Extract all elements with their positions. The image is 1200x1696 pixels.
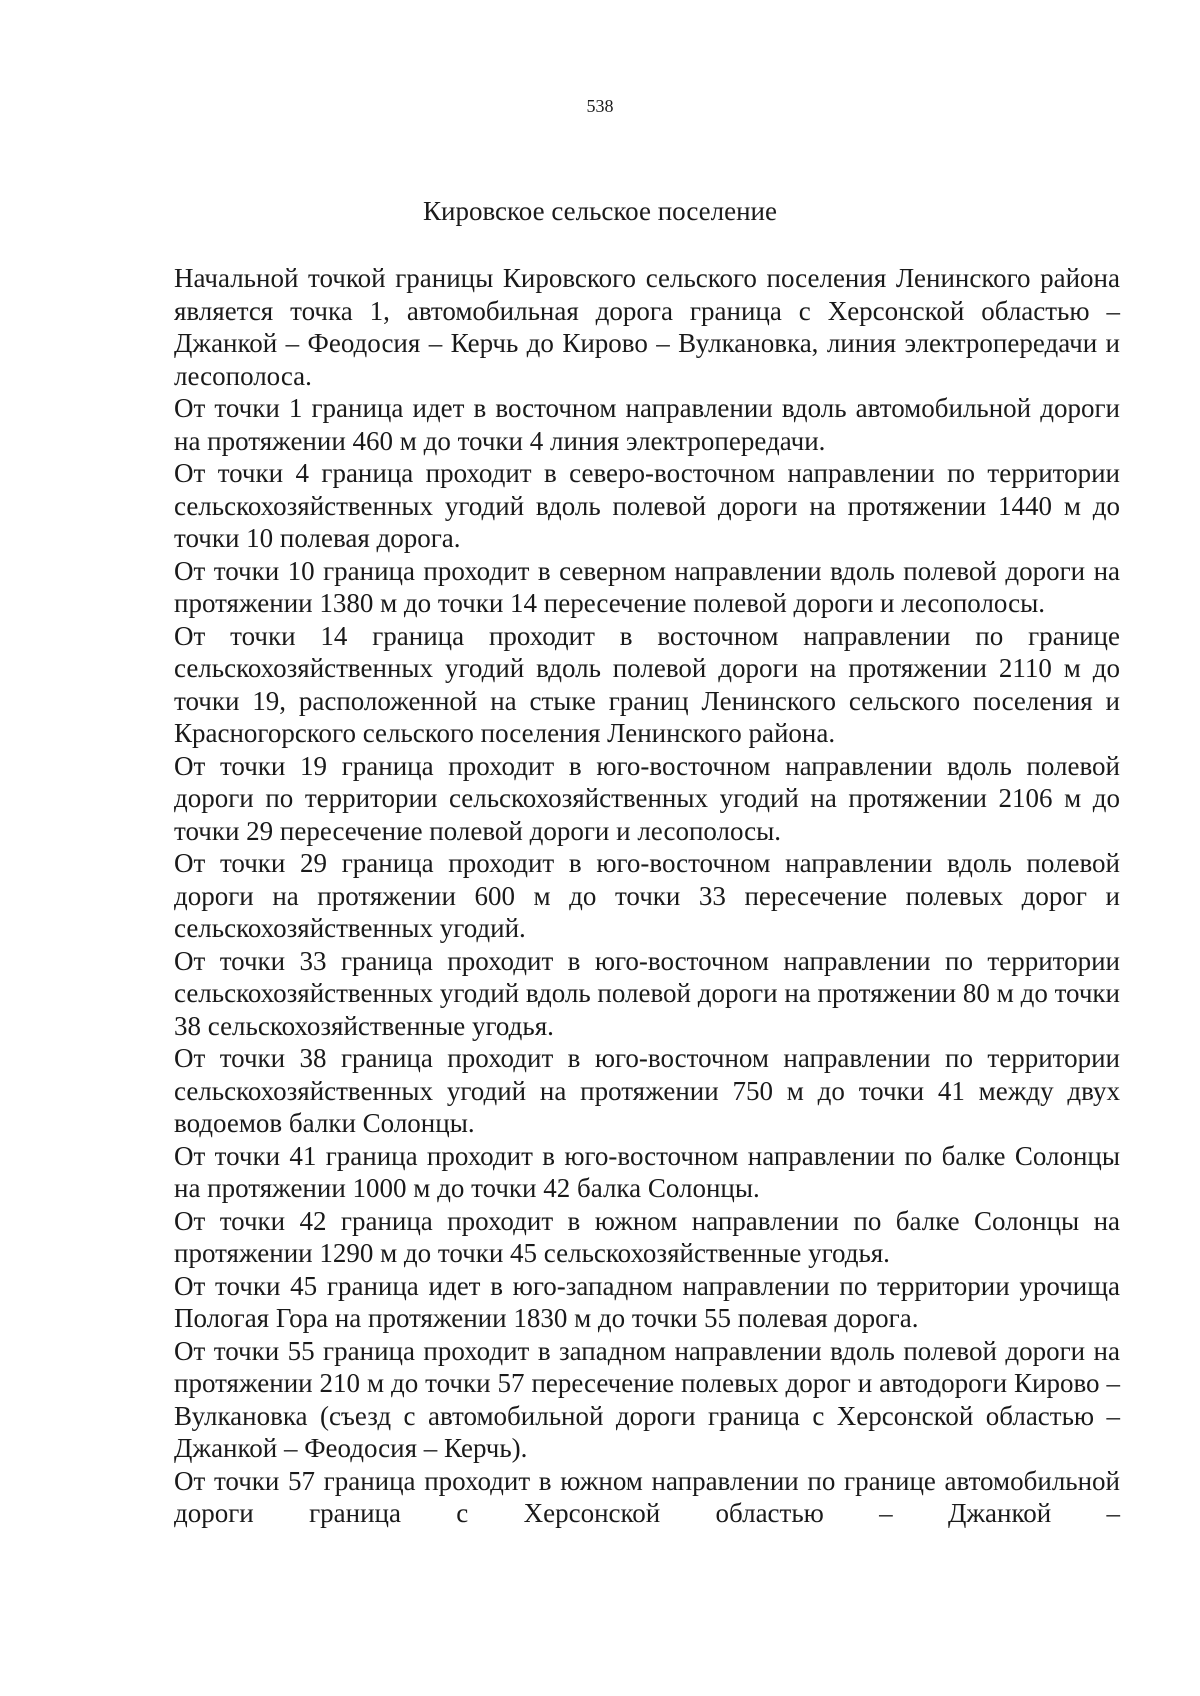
paragraph: От точки 29 граница проходит в юго-восточном направлении вдоль полевой дороги на протяжении 600 м до точки 33 пересечение полевых дорог и сельскохозяйственных угодий. <box>174 848 1120 943</box>
paragraph: От точки 45 граница идет в юго-западном направлении по территории урочища Пологая Гора на протяжении 1830 м до точки 55 полевая дорога. <box>174 1270 1120 1333</box>
page-number: 538 <box>586 96 614 116</box>
paragraph: От точки 55 граница проходит в западном направлении вдоль полевой дороги на протяжении 210 м до точки 57 пересечение полевых дорог и автодороги Кирово – Вулкановка (съезд с автомобильной дороги граница с Херсонской областью – Джанкой – Феодосия – Керчь). <box>174 1335 1120 1463</box>
paragraph: От точки 4 граница проходит в северо-восточном направлении по территории сельскохозяйственных угодий вдоль полевой дороги на протяжении 1440 м до точки 10 полевая дорога. <box>174 458 1120 553</box>
paragraph: От точки 14 граница проходит в восточном направлении по границе сельскохозяйственных угодий вдоль полевой дороги на протяжении 2110 м до точки 19, расположенной на стыке границ Ленинского сельского поселения и Красногорского сельского поселения Ленинского района. <box>174 620 1120 748</box>
paragraph: От точки 41 граница проходит в юго-восточном направлении по балке Солонцы на протяжении 1000 м до точки 42 балка Солонцы. <box>174 1140 1120 1203</box>
paragraph: Начальной точкой границы Кировского сельского поселения Ленинского района является точка 1, автомобильная дорога граница с Херсонской областью – Джанкой – Феодосия – Керчь до Кирово – Вулкановка, линия электропередачи и лесополоса. <box>174 263 1120 391</box>
paragraph: От точки 1 граница идет в восточном направлении вдоль автомобильной дороги на протяжении 460 м до точки 4 линия электропередачи. <box>174 393 1120 456</box>
paragraph: От точки 10 граница проходит в северном направлении вдоль полевой дороги на протяжении 1380 м до точки 14 пересечение полевой дороги и лесополосы. <box>174 555 1120 618</box>
paragraph: От точки 33 граница проходит в юго-восточном направлении по территории сельскохозяйственных угодий вдоль полевой дороги на протяжении 80 м до точки 38 сельскохозяйственные угодья. <box>174 945 1120 1041</box>
paragraph: От точки 42 граница проходит в южном направлении по балке Солонцы на протяжении 1290 м до точки 45 сельскохозяйственные угодья. <box>174 1205 1120 1268</box>
section-title: Кировское сельское поселение <box>423 196 777 226</box>
paragraph: От точки 38 граница проходит в юго-восточном направлении по территории сельскохозяйственных угодий на протяжении 750 м до точки 41 между двух водоемов балки Солонцы. <box>174 1043 1120 1138</box>
document-body <box>174 262 1120 1530</box>
paragraph: От точки 19 граница проходит в юго-восточном направлении вдоль полевой дороги по территории сельскохозяйственных угодий на протяжении 2106 м до точки 29 пересечение полевой дороги и лесополосы. <box>174 750 1120 846</box>
paragraph-continued: От точки 57 граница проходит в южном направлении по границе автомобильной дороги граница с Херсонской областью – Джанкой – <box>174 1465 1120 1528</box>
